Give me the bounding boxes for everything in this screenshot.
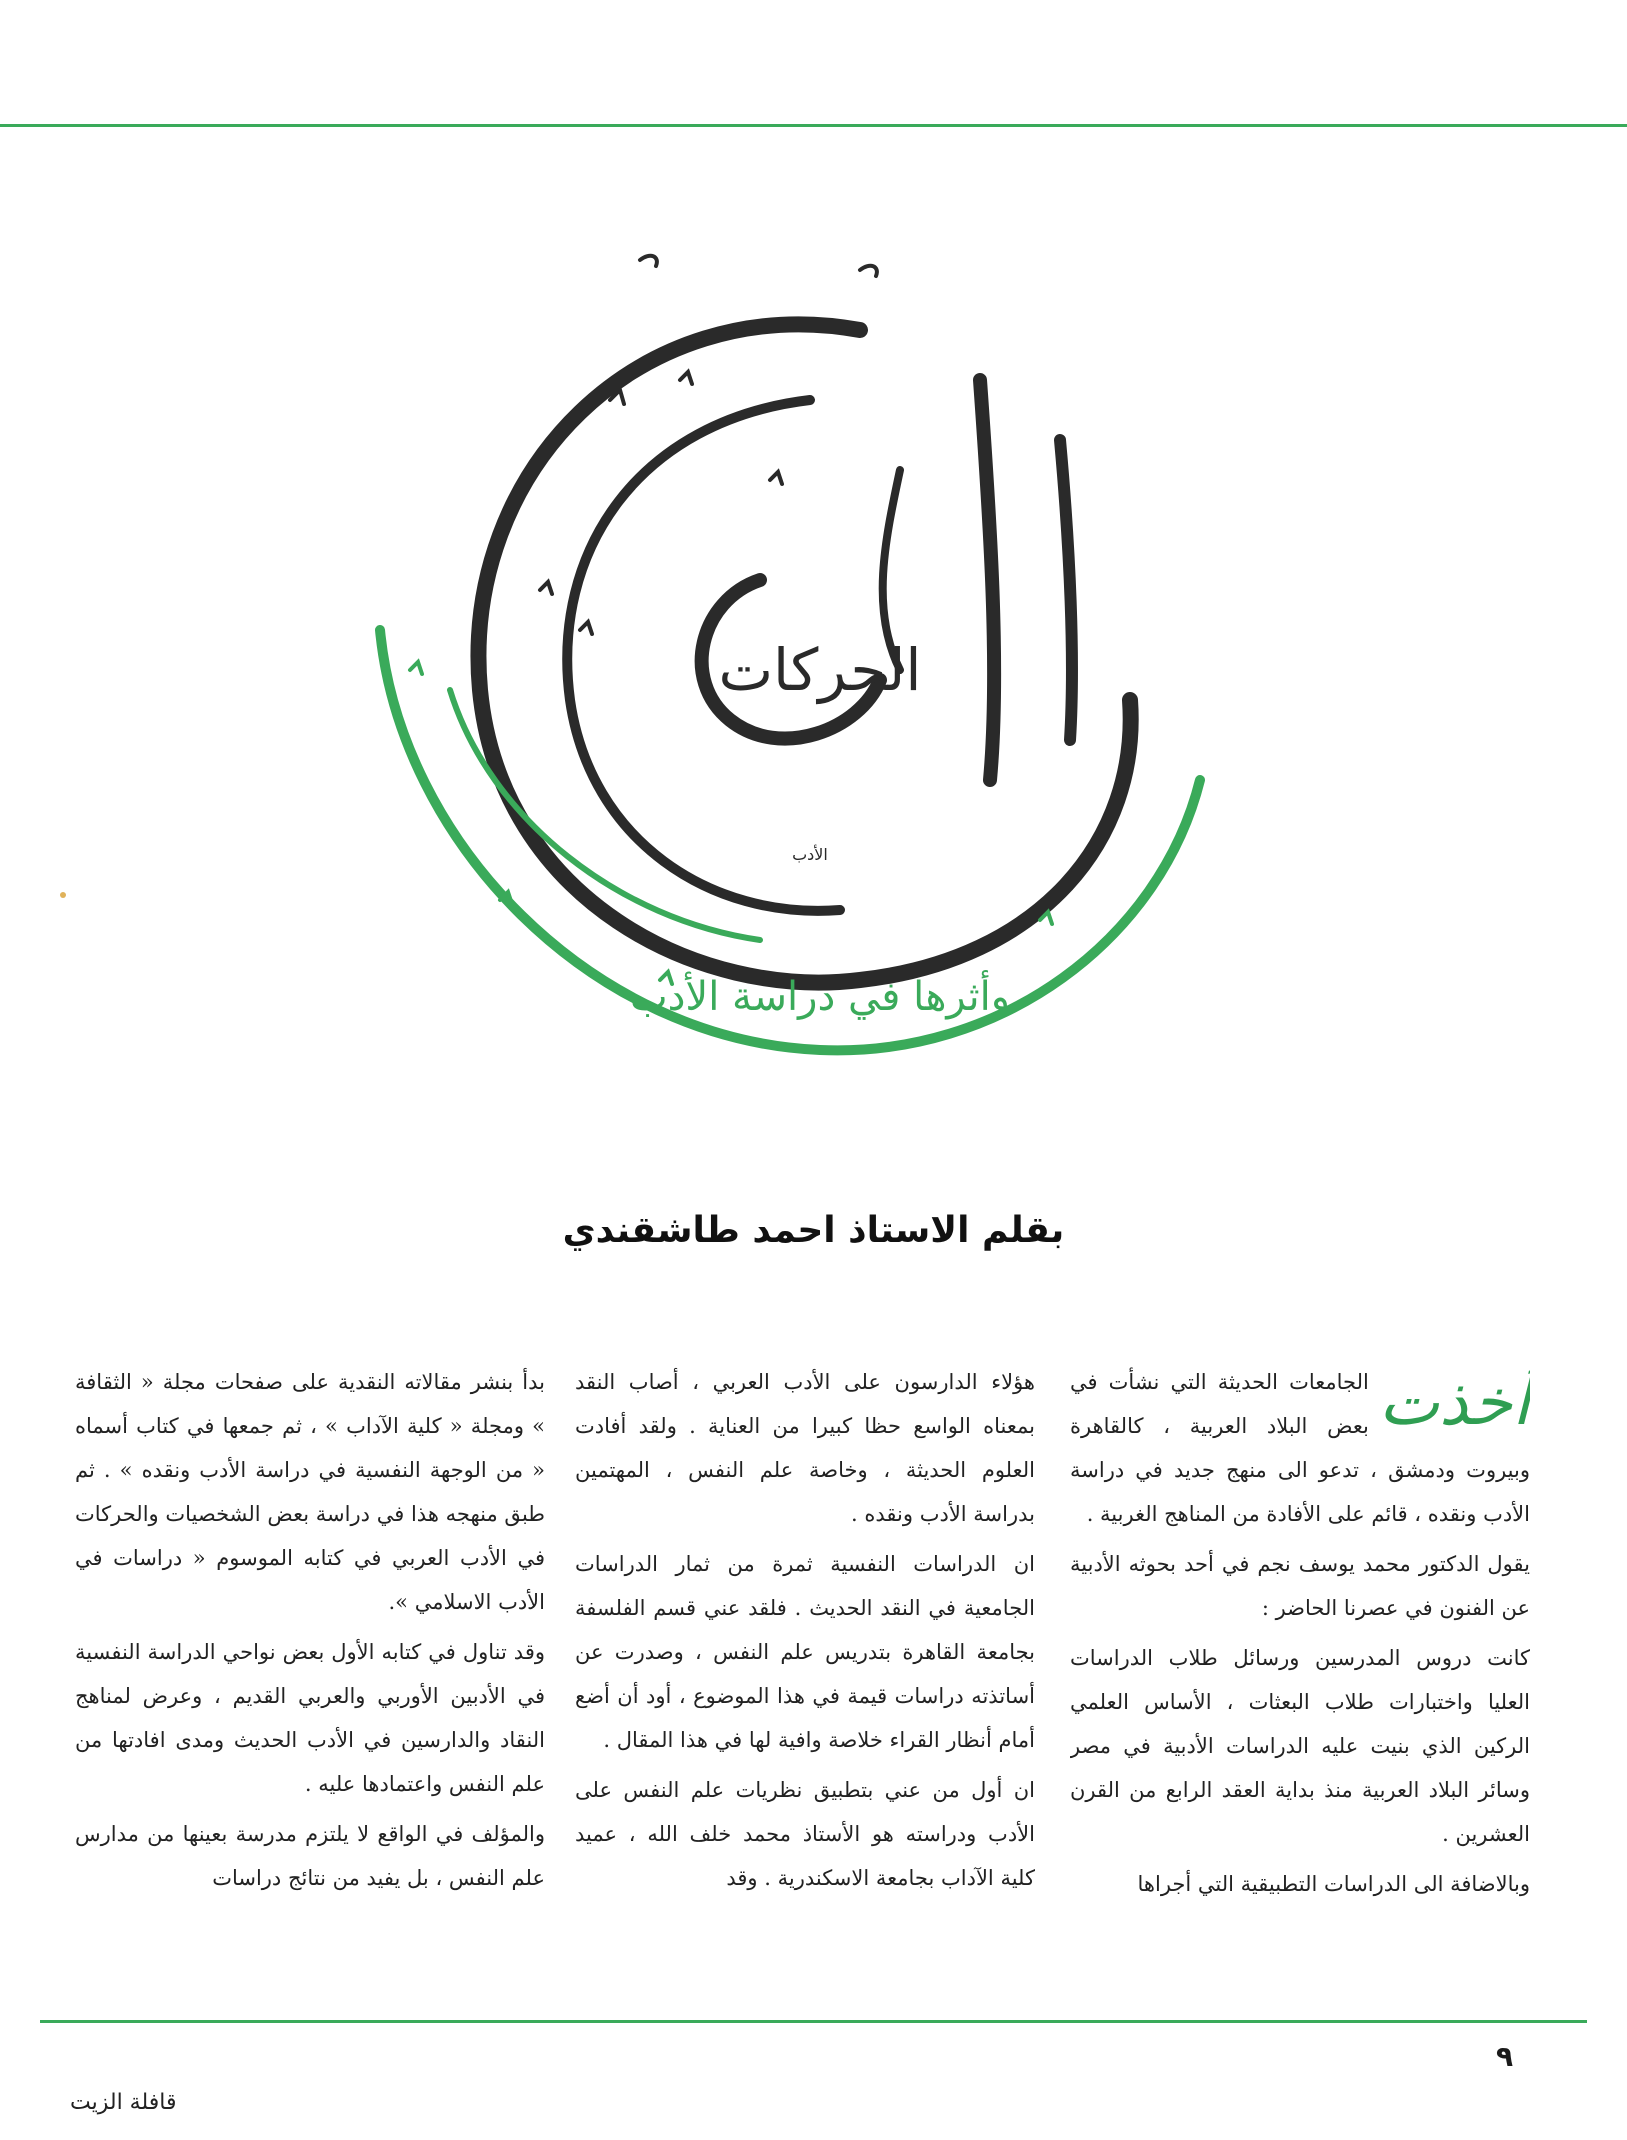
paragraph: بدأ بنشر مقالاته النقدية على صفحات مجلة « الثقافة » ومجلة « كلية الآداب » ، ثم جمعها في كتاب أسماه « من الوجهة النفسية في دراسة الأدب ونقده » . ثم طبق منهجه هذا في دراسة بعض الشخصيات والحركات في الأدب العربي في كتابه الموسوم « دراسات في الأدب الاسلامي ». — [75, 1370, 545, 1614]
logo-small-mark: الأدب — [792, 845, 828, 864]
dropcap: أخذت — [1378, 1366, 1530, 1440]
top-divider — [0, 124, 1627, 127]
calligraphy-logo — [340, 220, 1300, 1120]
paragraph: وبالاضافة الى الدراسات التطبيقية التي أجراها — [1137, 1872, 1530, 1896]
text-column-right — [1070, 1360, 1530, 2000]
magazine-name: قافلة الزيت — [70, 2090, 177, 2115]
paragraph: هؤلاء الدارسون على الأدب العربي ، أصاب النقد بمعناه الواسع حظا كبيرا من العناية . ولقد أفادت العلوم الحديثة ، وخاصة علم النفس ، المهتمين بدراسة الأدب ونقده . — [575, 1370, 1035, 1526]
text-column-middle — [575, 1360, 1035, 2000]
page-number: ٩ — [1496, 2040, 1514, 2073]
paragraph: ان الدراسات النفسية ثمرة من ثمار الدراسات الجامعية في النقد الحديث . فلقد عني قسم الفلسفة بجامعة القاهرة بتدريس علم النفس ، وصدرت عن أساتذته دراسات قيمة في هذا الموضوع ، أود أن أضع أمام أنظار القراء خلاصة وافية لها في هذا المقال . — [575, 1552, 1035, 1752]
bottom-divider — [40, 2020, 1587, 2023]
ink-dot — [60, 892, 66, 898]
text-column-left — [75, 1360, 545, 2000]
paragraph: يقول الدكتور محمد يوسف نجم في أحد بحوثه الأدبية عن الفنون في عصرنا الحاضر : — [1070, 1552, 1530, 1620]
logo-title: الحركات — [718, 636, 922, 704]
logo-vertical-stroke-2 — [1060, 440, 1072, 740]
paragraph: أخذت الجامعات الحديثة التي نشأت في بعض البلاد العربية ، كالقاهرة وبيروت ودمشق ، تدعو الى منهج جديد في دراسة الأدب ونقده ، قائم على الأفادة من المناهج الغربية . — [1070, 1360, 1530, 1536]
logo-subtitle: وأثرها في دراسة الأدب — [629, 974, 1011, 1020]
article-byline: بقلم الاستاذ احمد طاشقندي — [562, 1210, 1065, 1251]
paragraph: ان أول من عني بتطبيق نظريات علم النفس على الأدب ودراسته هو الأستاذ محمد خلف الله ، عميد كلية الآداب بجامعة الاسكندرية . وقد — [575, 1778, 1035, 1890]
logo-diacritics — [540, 256, 877, 634]
paragraph: كانت دروس المدرسين ورسائل طلاب الدراسات العليا واختبارات طلاب البعثات ، الأساس العلمي الركين الذي بنيت عليه الدراسات الأدبية في مصر وسائر البلاد العربية منذ بداية العقد الرابع من القرن العشرين . — [1070, 1646, 1530, 1846]
logo-vertical-stroke-1 — [980, 380, 994, 780]
paragraph: والمؤلف في الواقع لا يلتزم مدرسة بعينها من مدارس علم النفس ، بل يفيد من نتائج دراسات — [75, 1822, 545, 1890]
paragraph: وقد تناول في كتابه الأول بعض نواحي الدراسة النفسية في الأدبين الأوربي والعربي القديم ، وعرض لمناهج النقاد والدارسين في الأدب الحديث ومدى افادتها من علم النفس واعتمادها عليه . — [75, 1640, 545, 1796]
